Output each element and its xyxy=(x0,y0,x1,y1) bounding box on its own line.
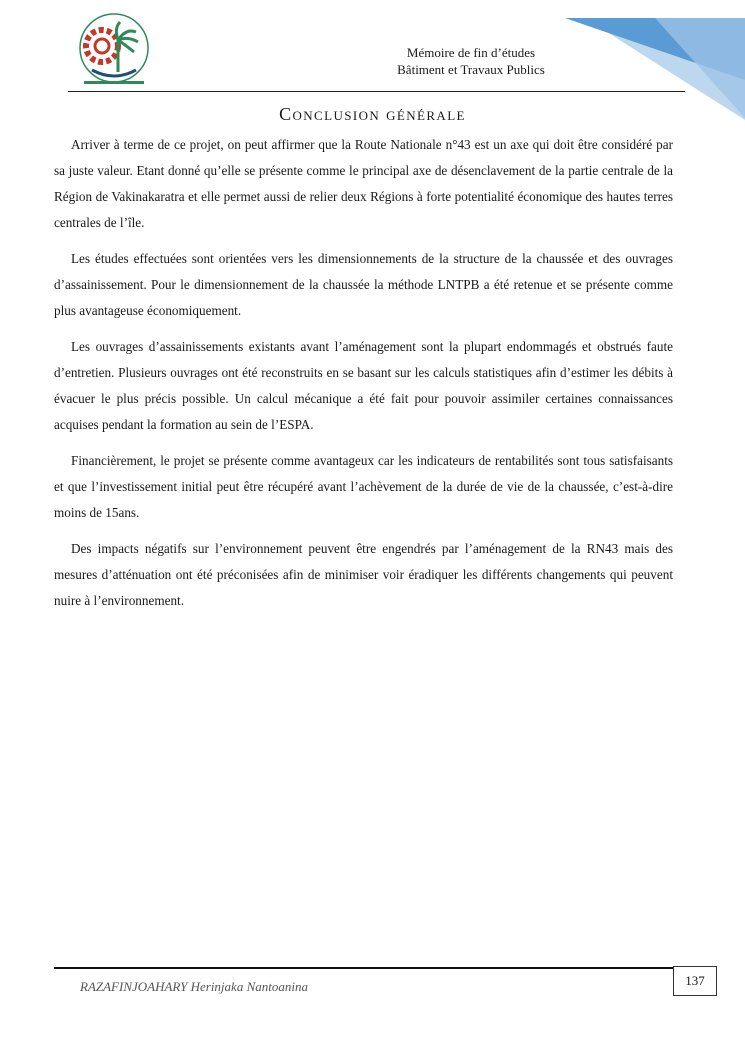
document-header xyxy=(340,44,602,78)
school-logo xyxy=(74,10,154,90)
paragraph: Les études effectuées sont orientées vers les dimensionnements de la structure de la chaussée et des ouvrages d’assainissement. Pour le dimensionnement de la chaussée la méthode LNTPB a été retenue et se présente comme plus avantageuse économiquement. xyxy=(54,251,673,318)
logo-base xyxy=(92,70,136,76)
logo-caption-bar xyxy=(84,81,144,84)
paragraph: Des impacts négatifs sur l’environnement peuvent être engendrés par l’aménagement de la RN43 mais des mesures d’atténuation ont été préconisées afin de minimiser voir éradiquer les différents changements qui peuvent nuire à l’environnement. xyxy=(54,541,673,608)
page-number: 137 xyxy=(673,966,717,996)
header-divider xyxy=(68,91,685,92)
logo-gear-hub xyxy=(95,39,109,53)
footer-author: RAZAFINJOAHARY Herinjaka Nantoanina xyxy=(80,979,308,994)
header-line-2: Bâtiment et Travaux Publics xyxy=(397,62,545,77)
page-title: Conclusion générale xyxy=(279,104,466,124)
paragraph: Financièrement, le projet se présente comme avantageux car les indicateurs de rentabilités sont tous satisfaisants et que l’investissement initial peut être récupéré avant l’achèvement de la durée de vie de la chaussée, c’est-à-dire moins de 15ans. xyxy=(54,453,673,520)
header-line-1: Mémoire de fin d’études xyxy=(406,45,536,60)
footer-divider xyxy=(54,967,673,969)
paragraph: Les ouvrages d’assainissements existants avant l’aménagement sont la plupart endommagés et obstrués faute d’entretien. Plusieurs ouvrages ont été reconstruits en se basant sur les calculs statistiques afin d’estimer les débits à évacuer le plus précis possible. Un calcul mécanique a été fait pour pouvoir assimiler certaines connaissances acquises pendant la formation au sein de l’ESPA. xyxy=(54,339,673,432)
body-text xyxy=(54,132,673,624)
logo-ring xyxy=(80,14,148,82)
paragraph: Arriver à terme de ce projet, on peut affirmer que la Route Nationale n°43 est un axe qui doit être considéré par sa juste valeur. Etant donné qu’elle se présente comme le principal axe de désenclavement de la partie centrale de la Région de Vakinakaratra et elle permet aussi de relier deux Régions à forte potentialité économique des hautes terres centrales de l’île. xyxy=(54,137,673,230)
